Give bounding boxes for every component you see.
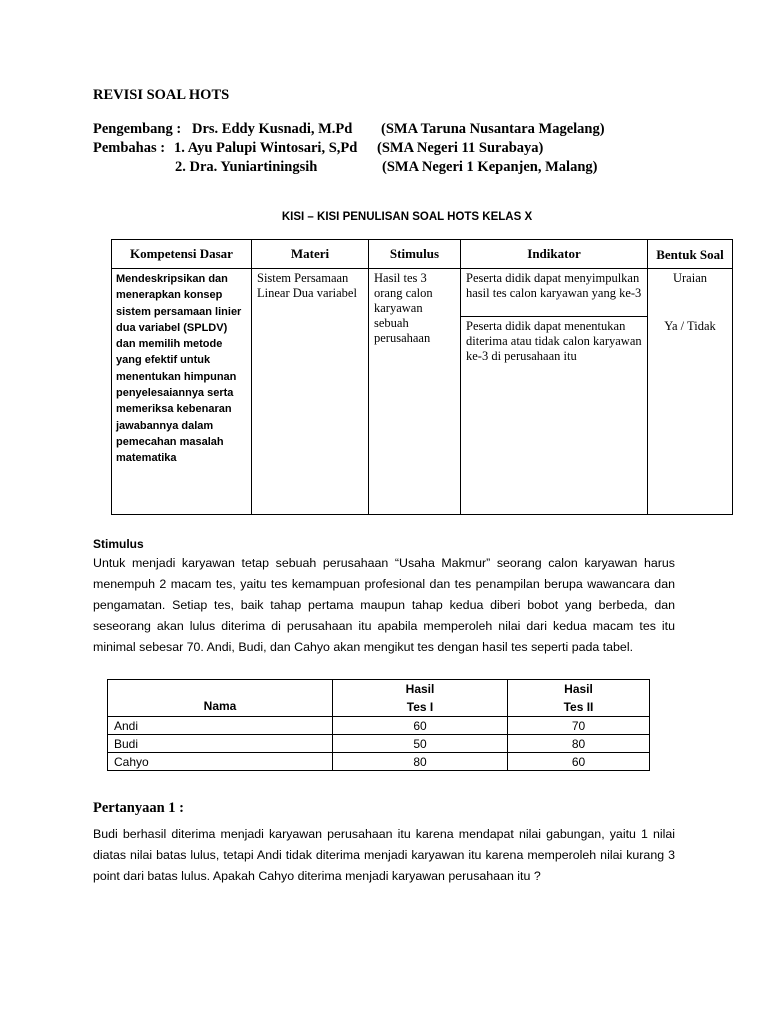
hasil-header-row [108, 680, 650, 717]
kisi-cell-indikator-2: Peserta didik dapat menentukan diterima atau tidak calon karyawan ke-3 di perusahaan itu [461, 317, 648, 515]
hasil-header-tes-2-bottom: Tes II [563, 700, 594, 714]
hasil-header-tes-1-bottom: Tes I [406, 700, 434, 714]
stimulus-paragraph: Untuk menjadi karyawan tetap sebuah perusahaan “Usaha Makmur” seorang calon karyawan harus menempuh 2 macam tes, yaitu tes kemampuan profesional dan tes penampilan berupa wawancara dan pengamatan. Setiap tes, baik tahap pertama maupun tahap kedua diberi bobot yang berbeda, dan seseorang akan lulus diterima di perusahaan itu apabila memperoleh nilai dari kedua macam tes itu minimal sebesar 70. Andi, Budi, dan Cahyo akan mengikut tes dengan hasil tes seperti pada tabel. [93, 556, 675, 654]
credit-role-pengembang: Pengembang : [93, 121, 182, 137]
credit-name-pengembang: Drs. Eddy Kusnadi, M.Pd [192, 121, 353, 137]
table-row [108, 753, 650, 771]
hasil-tes-1: 80 [333, 753, 508, 771]
kisi-header-stimulus: Stimulus [369, 240, 461, 269]
kisi-title: KISI – KISI PENULISAN SOAL HOTS KELAS X [281, 211, 533, 223]
table-row [108, 717, 650, 735]
kisi-header-indikator: Indikator [461, 240, 648, 269]
kisi-header-bentuk-soal: Bentuk Soal [648, 240, 733, 269]
hasil-header-tes-1-top: Hasil [405, 682, 435, 696]
kisi-cell-stimulus: Hasil tes 3 orang calon karyawan sebuah perusahaan [369, 269, 461, 515]
pertanyaan-1-label: Pertanyaan 1 : [93, 800, 185, 816]
hasil-tes-1: 60 [333, 717, 508, 735]
hasil-tes-2: 70 [508, 717, 650, 735]
credit-school-pengembang: (SMA Taruna Nusantara Magelang) [381, 121, 605, 137]
stimulus-label: Stimulus [93, 537, 144, 551]
hasil-tes-2: 60 [508, 753, 650, 771]
hasil-tes-2: 80 [508, 735, 650, 753]
hasil-header-nama: Nama [108, 680, 333, 717]
credit-name-pembahas-1: 1. Ayu Palupi Wintosari, S,Pd [174, 140, 358, 156]
kisi-cell-materi: Sistem Persamaan Linear Dua variabel [252, 269, 369, 515]
hasil-nama: Budi [108, 735, 333, 753]
table-row [108, 735, 650, 753]
document-title: REVISI SOAL HOTS [93, 87, 230, 103]
hasil-nama: Cahyo [108, 753, 333, 771]
kisi-header-materi: Materi [252, 240, 369, 269]
kisi-table [111, 239, 733, 515]
hasil-nama: Andi [108, 717, 333, 735]
hasil-header-tes-1 [333, 680, 508, 717]
kisi-cell-bentuk-2: Ya / Tidak [648, 317, 733, 515]
kisi-cell-indikator-1: Peserta didik dapat menyimpulkan hasil tes calon karyawan yang ke-3 [461, 269, 648, 317]
credit-name-pembahas-2: 2. Dra. Yuniartiningsih [175, 159, 318, 175]
kisi-cell-bentuk-1: Uraian [648, 269, 733, 317]
kisi-header-kompetensi: Kompetensi Dasar [112, 240, 252, 269]
hasil-header-tes-2 [508, 680, 650, 717]
credit-school-pembahas-2: (SMA Negeri 1 Kepanjen, Malang) [382, 159, 598, 175]
hasil-header-tes-2-top: Hasil [564, 682, 593, 696]
hasil-tes-1: 50 [333, 735, 508, 753]
kisi-header-row [112, 240, 733, 269]
pertanyaan-1-text: Budi berhasil diterima menjadi karyawan perusahaan itu karena mendapat nilai gabungan, yaitu 1 nilai diatas nilai batas lulus, tetapi Andi tidak diterima menjadi karyawan itu karena memperoleh nilai kurang 3 point dari batas lulus. Apakah Cahyo diterima menjadi karyawan perusahaan itu ? [93, 827, 675, 883]
credit-school-pembahas-1: (SMA Negeri 11 Surabaya) [377, 140, 544, 156]
hasil-tes-table [107, 679, 650, 771]
kisi-row-1 [112, 269, 733, 317]
kisi-cell-kompetensi: Mendeskripsikan dan menerapkan konsep sistem persamaan linier dua variabel (SPLDV) dan memilih metode yang efektif untuk menentukan himpunan penyelesaiannya serta memeriksa kebenaran jawabannya dalam pemecahan masalah matematika [112, 269, 252, 515]
credit-role-pembahas: Pembahas : [93, 140, 166, 156]
